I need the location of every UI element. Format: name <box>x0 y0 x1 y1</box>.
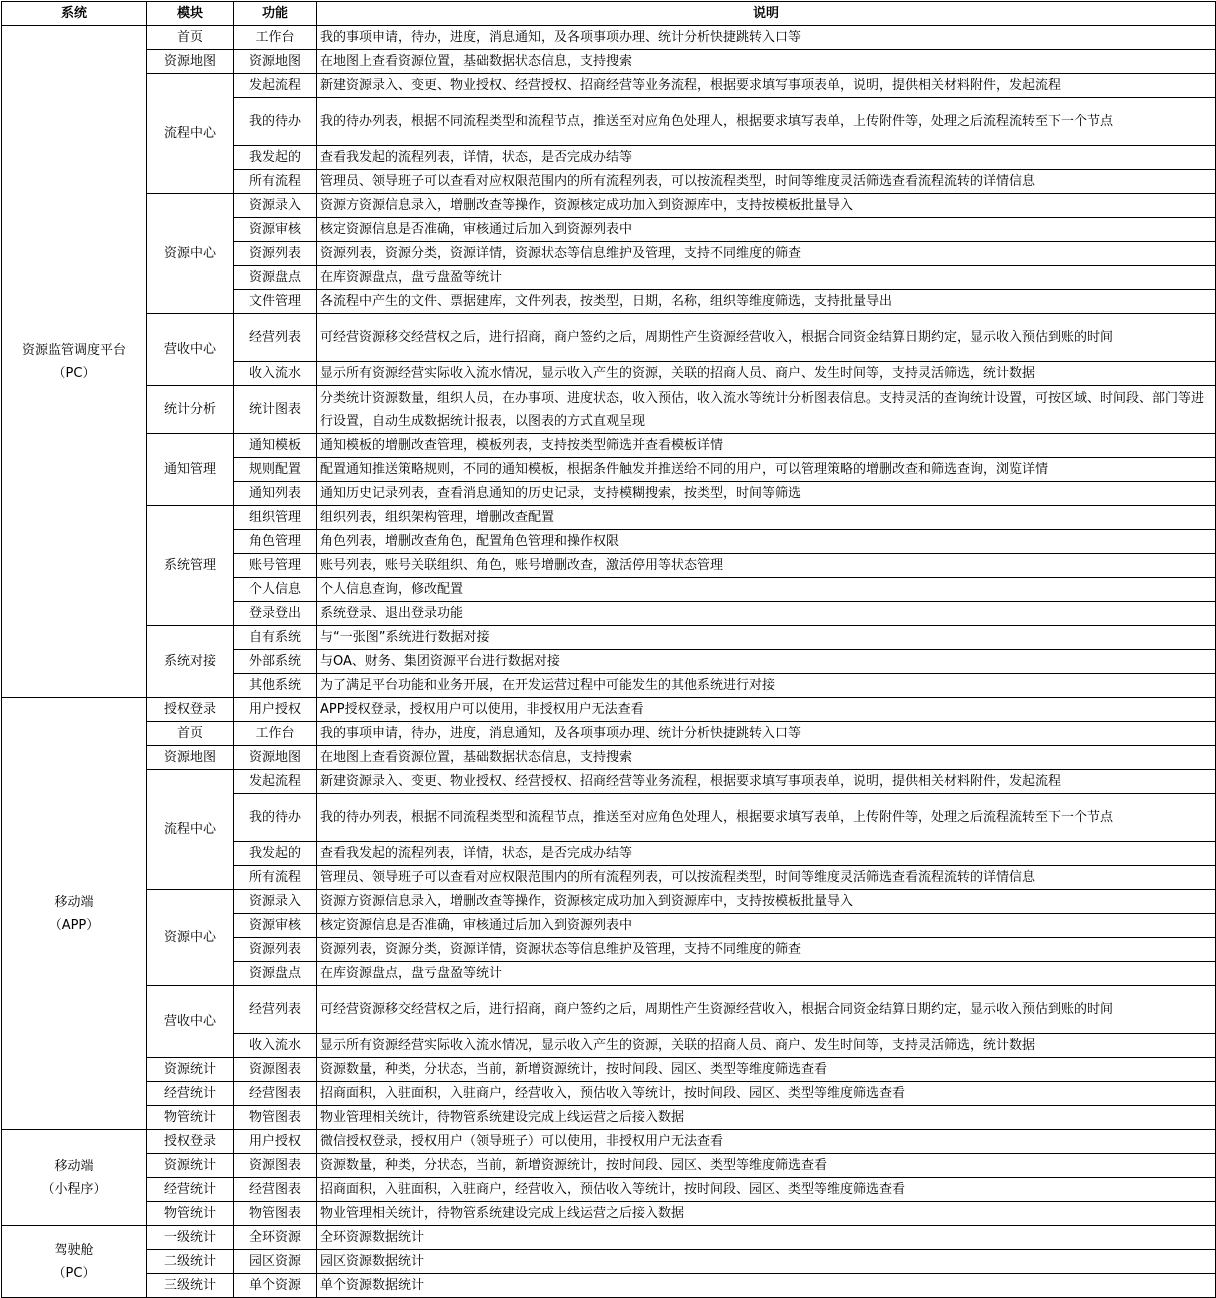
module-cell: 营收中心 <box>147 986 234 1058</box>
module-cell: 一级统计 <box>147 1226 234 1250</box>
table-row <box>2 194 1216 218</box>
table-row <box>2 1058 1216 1082</box>
table-body <box>2 26 1216 1298</box>
system-cell: 移动端 （APP） <box>2 698 147 1130</box>
description-cell: 我的待办列表，根据不同流程类型和流程节点，推送至对应角色处理人，根据要求填写表单，上传附件等，处理之后流程流转至下一个节点 <box>317 794 1216 842</box>
description-cell: 通知模板的增删改查管理，模板列表，支持按类型筛选并查看模板详情 <box>317 434 1216 458</box>
description-cell: 物业管理相关统计，待物管系统建设完成上线运营之后接入数据 <box>317 1202 1216 1226</box>
table-row <box>2 1082 1216 1106</box>
table-row <box>2 74 1216 98</box>
description-cell: 通知历史记录列表，查看消息通知的历史记录，支持模糊搜索，按类型，时间等筛选 <box>317 482 1216 506</box>
function-cell: 资源盘点 <box>234 266 317 290</box>
function-cell: 发起流程 <box>234 74 317 98</box>
function-cell: 组织管理 <box>234 506 317 530</box>
description-cell: 组织列表，组织架构管理，增删改查配置 <box>317 506 1216 530</box>
description-cell: 资源列表，资源分类，资源详情，资源状态等信息维护及管理，支持不同维度的筛查 <box>317 938 1216 962</box>
function-cell: 资源图表 <box>234 1154 317 1178</box>
table-row <box>2 770 1216 794</box>
function-cell: 通知列表 <box>234 482 317 506</box>
description-cell: 资源数量，种类，分状态，当前，新增资源统计，按时间段、园区、类型等维度筛选查看 <box>317 1058 1216 1082</box>
table-row <box>2 386 1216 434</box>
function-cell: 单个资源 <box>234 1274 317 1298</box>
description-cell: 我的事项申请，待办，进度，消息通知，及各项事项办理、统计分析快捷跳转入口等 <box>317 26 1216 50</box>
description-cell: 账号列表，账号关联组织、角色，账号增删改查，激活停用等状态管理 <box>317 554 1216 578</box>
description-cell: 可经营资源移交经营权之后，进行招商，商户签约之后，周期性产生资源经营收入，根据合同资金结算日期约定，显示收入预估到账的时间 <box>317 314 1216 362</box>
description-cell: 在地图上查看资源位置，基础数据状态信息，支持搜索 <box>317 50 1216 74</box>
system-cell: 驾驶舱 （PC） <box>2 1226 147 1298</box>
description-cell: 招商面积，入驻面积，入驻商户，经营收入，预估收入等统计，按时间段、园区、类型等维度筛选查看 <box>317 1178 1216 1202</box>
function-cell: 工作台 <box>234 722 317 746</box>
description-cell: 我的待办列表，根据不同流程类型和流程节点，推送至对应角色处理人，根据要求填写表单，上传附件等，处理之后流程流转至下一个节点 <box>317 98 1216 146</box>
header-row <box>2 2 1216 26</box>
table-row <box>2 1250 1216 1274</box>
module-cell: 资源地图 <box>147 746 234 770</box>
module-cell: 统计分析 <box>147 386 234 434</box>
function-cell: 用户授权 <box>234 698 317 722</box>
description-cell: 可经营资源移交经营权之后，进行招商，商户签约之后，周期性产生资源经营收入，根据合同资金结算日期约定，显示收入预估到账的时间 <box>317 986 1216 1034</box>
description-cell: 招商面积，入驻面积，入驻商户，经营收入，预估收入等统计，按时间段、园区、类型等维度筛选查看 <box>317 1082 1216 1106</box>
module-cell: 经营统计 <box>147 1082 234 1106</box>
header-description: 说明 <box>317 2 1216 26</box>
table-row <box>2 1106 1216 1130</box>
function-cell: 统计图表 <box>234 386 317 434</box>
description-cell: 我的事项申请，待办，进度，消息通知，及各项事项办理、统计分析快捷跳转入口等 <box>317 722 1216 746</box>
function-cell: 我发起的 <box>234 842 317 866</box>
description-cell: 资源数量，种类，分状态，当前，新增资源统计，按时间段、园区、类型等维度筛选查看 <box>317 1154 1216 1178</box>
table-row <box>2 626 1216 650</box>
function-cell: 园区资源 <box>234 1250 317 1274</box>
description-cell: APP授权登录，授权用户可以使用，非授权用户无法查看 <box>317 698 1216 722</box>
description-cell: 资源方资源信息录入，增删改查等操作，资源核定成功加入到资源库中，支持按模板批量导入 <box>317 890 1216 914</box>
function-cell: 我的待办 <box>234 98 317 146</box>
module-cell: 系统管理 <box>147 506 234 626</box>
function-cell: 物管图表 <box>234 1106 317 1130</box>
table-row <box>2 890 1216 914</box>
module-cell: 资源统计 <box>147 1058 234 1082</box>
table-row <box>2 1202 1216 1226</box>
table-row <box>2 1274 1216 1298</box>
table-row <box>2 986 1216 1034</box>
description-cell: 查看我发起的流程列表，详情，状态，是否完成办结等 <box>317 842 1216 866</box>
function-cell: 资源审核 <box>234 914 317 938</box>
table-row <box>2 50 1216 74</box>
description-cell: 园区资源数据统计 <box>317 1250 1216 1274</box>
system-cell: 移动端 （小程序） <box>2 1130 147 1226</box>
description-cell: 新建资源录入、变更、物业授权、经营授权、招商经营等业务流程，根据要求填写事项表单，说明，提供相关材料附件，发起流程 <box>317 770 1216 794</box>
description-cell: 核定资源信息是否准确，审核通过后加入到资源列表中 <box>317 218 1216 242</box>
description-cell: 单个资源数据统计 <box>317 1274 1216 1298</box>
description-cell: 在地图上查看资源位置，基础数据状态信息，支持搜索 <box>317 746 1216 770</box>
module-cell: 系统对接 <box>147 626 234 698</box>
table-row <box>2 1154 1216 1178</box>
description-cell: 系统登录、退出登录功能 <box>317 602 1216 626</box>
description-cell: 个人信息查询，修改配置 <box>317 578 1216 602</box>
table-row <box>2 698 1216 722</box>
description-cell: 资源方资源信息录入，增删改查等操作，资源核定成功加入到资源库中，支持按模板批量导入 <box>317 194 1216 218</box>
system-cell: 资源监管调度平台 （PC） <box>2 26 147 698</box>
function-cell: 我发起的 <box>234 146 317 170</box>
function-cell: 资源录入 <box>234 194 317 218</box>
table-row <box>2 1130 1216 1154</box>
function-cell: 账号管理 <box>234 554 317 578</box>
function-spec-table <box>1 1 1216 1298</box>
function-cell: 经营图表 <box>234 1082 317 1106</box>
description-cell: 与“一张图”系统进行数据对接 <box>317 626 1216 650</box>
function-cell: 发起流程 <box>234 770 317 794</box>
table-row <box>2 314 1216 362</box>
description-cell: 全环资源数据统计 <box>317 1226 1216 1250</box>
function-cell: 经营图表 <box>234 1178 317 1202</box>
function-cell: 角色管理 <box>234 530 317 554</box>
table-row <box>2 1178 1216 1202</box>
description-cell: 角色列表，增删改查角色，配置角色管理和操作权限 <box>317 530 1216 554</box>
function-cell: 所有流程 <box>234 170 317 194</box>
description-cell: 为了满足平台功能和业务开展，在开发运营过程中可能发生的其他系统进行对接 <box>317 674 1216 698</box>
function-cell: 资源审核 <box>234 218 317 242</box>
module-cell: 二级统计 <box>147 1250 234 1274</box>
function-cell: 自有系统 <box>234 626 317 650</box>
module-cell: 首页 <box>147 722 234 746</box>
module-cell: 营收中心 <box>147 314 234 386</box>
function-cell: 我的待办 <box>234 794 317 842</box>
function-cell: 所有流程 <box>234 866 317 890</box>
function-cell: 经营列表 <box>234 314 317 362</box>
description-cell: 管理员、领导班子可以查看对应权限范围内的所有流程列表，可以按流程类型，时间等维度灵活筛选查看流程流转的详情信息 <box>317 170 1216 194</box>
function-cell: 通知模板 <box>234 434 317 458</box>
function-cell: 资源录入 <box>234 890 317 914</box>
description-cell: 各流程中产生的文件、票据建库，文件列表，按类型，日期，名称，组织等维度筛选，支持批量导出 <box>317 290 1216 314</box>
header-system: 系统 <box>2 2 147 26</box>
module-cell: 首页 <box>147 26 234 50</box>
module-cell: 流程中心 <box>147 770 234 890</box>
function-cell: 用户授权 <box>234 1130 317 1154</box>
description-cell: 查看我发起的流程列表，详情，状态，是否完成办结等 <box>317 146 1216 170</box>
function-cell: 个人信息 <box>234 578 317 602</box>
function-cell: 文件管理 <box>234 290 317 314</box>
module-cell: 授权登录 <box>147 1130 234 1154</box>
description-cell: 管理员、领导班子可以查看对应权限范围内的所有流程列表，可以按流程类型，时间等维度灵活筛选查看流程流转的详情信息 <box>317 866 1216 890</box>
description-cell: 配置通知推送策略规则，不同的通知模板，根据条件触发并推送给不同的用户，可以管理策略的增删改查和筛选查询，浏览详情 <box>317 458 1216 482</box>
description-cell: 显示所有资源经营实际收入流水情况，显示收入产生的资源，关联的招商人员、商户、发生时间等，支持灵活筛选，统计数据 <box>317 362 1216 386</box>
function-cell: 其他系统 <box>234 674 317 698</box>
description-cell: 微信授权登录，授权用户（领导班子）可以使用，非授权用户无法查看 <box>317 1130 1216 1154</box>
table-row <box>2 506 1216 530</box>
module-cell: 授权登录 <box>147 698 234 722</box>
description-cell: 资源列表，资源分类，资源详情，资源状态等信息维护及管理，支持不同维度的筛查 <box>317 242 1216 266</box>
description-cell: 核定资源信息是否准确，审核通过后加入到资源列表中 <box>317 914 1216 938</box>
module-cell: 资源中心 <box>147 194 234 314</box>
function-cell: 资源列表 <box>234 938 317 962</box>
description-cell: 与OA、财务、集团资源平台进行数据对接 <box>317 650 1216 674</box>
module-cell: 经营统计 <box>147 1178 234 1202</box>
function-cell: 资源盘点 <box>234 962 317 986</box>
table-row <box>2 434 1216 458</box>
function-cell: 物管图表 <box>234 1202 317 1226</box>
module-cell: 三级统计 <box>147 1274 234 1298</box>
function-cell: 收入流水 <box>234 1034 317 1058</box>
description-cell: 物业管理相关统计，待物管系统建设完成上线运营之后接入数据 <box>317 1106 1216 1130</box>
function-cell: 全环资源 <box>234 1226 317 1250</box>
description-cell: 分类统计资源数量，组织人员，在办事项、进度状态，收入预估，收入流水等统计分析图表信息。支持灵活的查询统计设置，可按区域、时间段、部门等进行设置，自动生成数据统计报表，以图表的方式直观呈现 <box>317 386 1216 434</box>
module-cell: 流程中心 <box>147 74 234 194</box>
function-cell: 资源列表 <box>234 242 317 266</box>
table-row <box>2 746 1216 770</box>
table-row <box>2 722 1216 746</box>
table-row <box>2 26 1216 50</box>
header-function: 功能 <box>234 2 317 26</box>
function-cell: 规则配置 <box>234 458 317 482</box>
function-cell: 资源图表 <box>234 1058 317 1082</box>
description-cell: 新建资源录入、变更、物业授权、经营授权、招商经营等业务流程，根据要求填写事项表单，说明，提供相关材料附件，发起流程 <box>317 74 1216 98</box>
module-cell: 物管统计 <box>147 1202 234 1226</box>
description-cell: 在库资源盘点，盘亏盘盈等统计 <box>317 266 1216 290</box>
module-cell: 资源地图 <box>147 50 234 74</box>
module-cell: 资源中心 <box>147 890 234 986</box>
table-row <box>2 1226 1216 1250</box>
header-module: 模块 <box>147 2 234 26</box>
function-cell: 登录登出 <box>234 602 317 626</box>
function-cell: 收入流水 <box>234 362 317 386</box>
module-cell: 资源统计 <box>147 1154 234 1178</box>
module-cell: 通知管理 <box>147 434 234 506</box>
function-cell: 外部系统 <box>234 650 317 674</box>
function-cell: 工作台 <box>234 26 317 50</box>
description-cell: 在库资源盘点，盘亏盘盈等统计 <box>317 962 1216 986</box>
description-cell: 显示所有资源经营实际收入流水情况，显示收入产生的资源，关联的招商人员、商户、发生时间等，支持灵活筛选，统计数据 <box>317 1034 1216 1058</box>
function-cell: 资源地图 <box>234 746 317 770</box>
module-cell: 物管统计 <box>147 1106 234 1130</box>
function-cell: 资源地图 <box>234 50 317 74</box>
function-cell: 经营列表 <box>234 986 317 1034</box>
